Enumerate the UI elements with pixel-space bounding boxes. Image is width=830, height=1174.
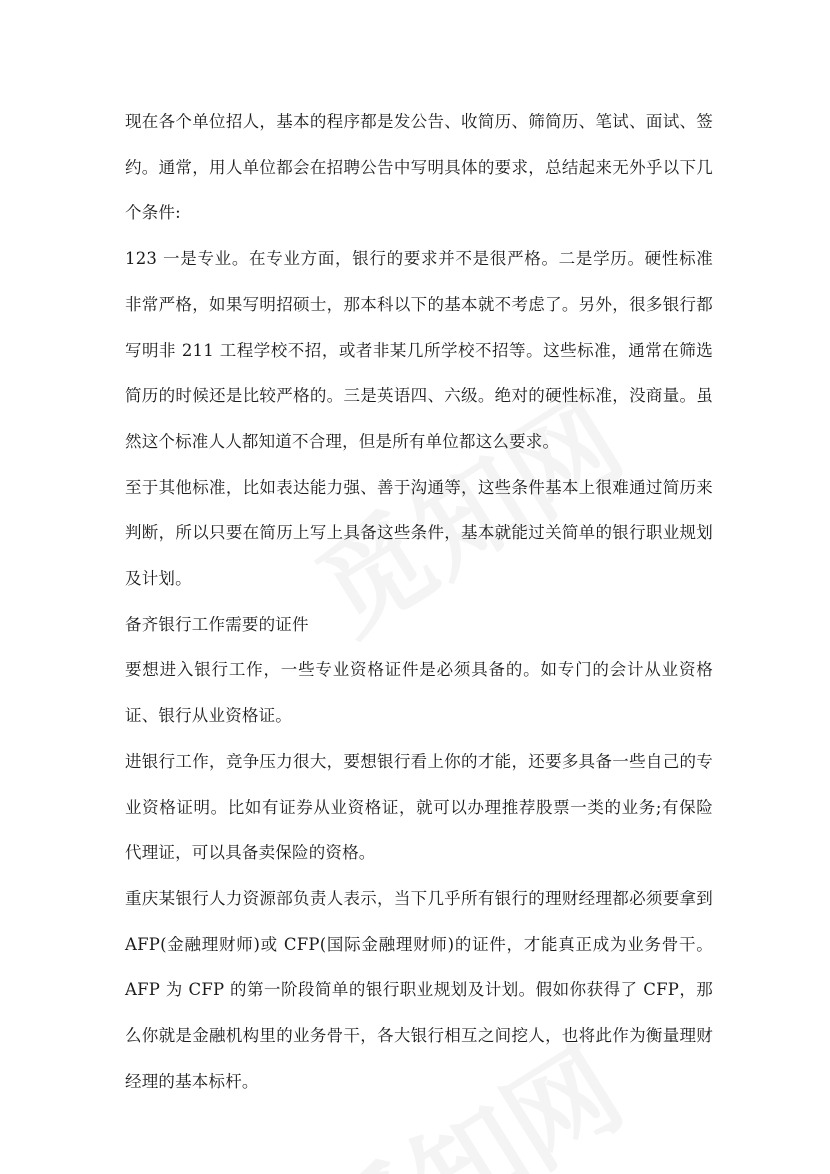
paragraph-recruitment-process: 现在各个单位招人，基本的程序都是发公告、收简历、筛简历、笔试、面试、签约。通常，用人单位都会在招聘公告中写明具体的要求，总结起来无外乎以下几个条件: — [125, 112, 713, 223]
paragraph-competition: 进银行工作，竞争压力很大，要想银行看上你的才能，还要多具备一些自己的专业资格证明。比如有证券从业资格证，就可以办理推荐股票一类的业务;有保险代理证，可以具备卖保险的资格。 — [125, 751, 713, 863]
document-body — [125, 99, 713, 1104]
paragraph-afp-cfp: 重庆某银行人力资源部负责人表示，当下几乎所有银行的理财经理都必须要拿到AFP(金融理财师)或 CFP(国际金融理财师)的证件，才能真正成为业务骨干。AFP 为 CFP 的第一阶段简单的银行职业规划及计划。假如你获得了 CFP，那么你就是金融机构里的业务骨干，各大银行相互之间挖人，也将此作为衡量理财经理的基本标杆。 — [125, 888, 713, 1091]
paragraph-certificates-required: 要想进入银行工作，一些专业资格证件是必须具备的。如专门的会计从业资格证、银行从业资格证。 — [125, 660, 713, 726]
paragraph-requirements: 123 一是专业。在专业方面，银行的要求并不是很严格。二是学历。硬性标准非常严格，如果写明招硕士，那本科以下的基本就不考虑了。另外，很多银行都写明非 211 工程学校不招，或者非某几所学校不招等。这些标准，通常在筛选简历的时候还是比较严格的。三是英语四、六级。绝对的硬性标准，没商量。虽然这个标准人人都知道不合理，但是所有单位都这么要求。 — [125, 249, 713, 451]
section-heading-certificates: 备齐银行工作需要的证件 — [125, 614, 309, 634]
paragraph-other-standards: 至于其他标准，比如表达能力强、善于沟通等，这些条件基本上很难通过简历来判断，所以只要在简历上写上具备这些条件，基本就能过关简单的银行职业规划及计划。 — [125, 477, 713, 589]
